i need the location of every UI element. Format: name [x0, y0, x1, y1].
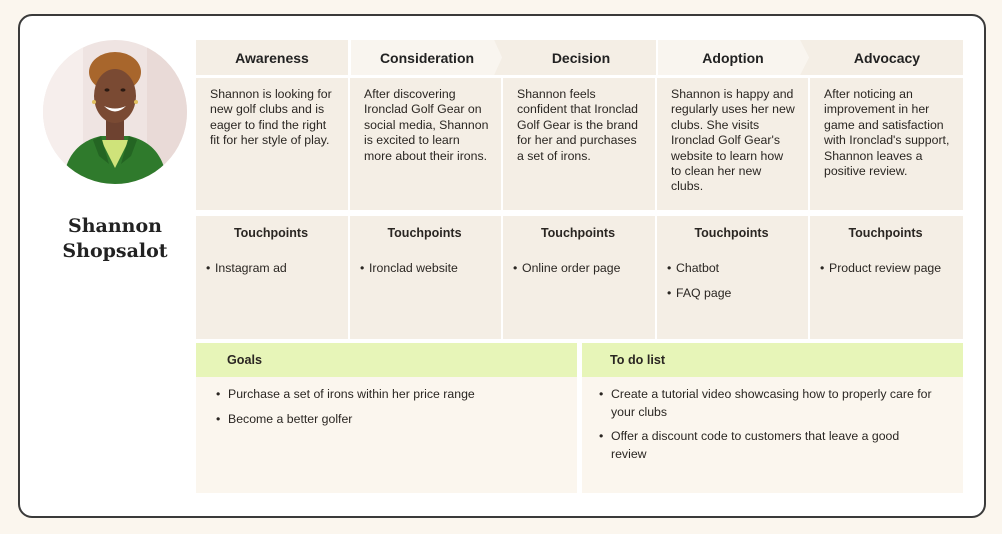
todo-title: To do list [582, 343, 963, 377]
touchpoints-label: Touchpoints [233, 226, 309, 240]
todo-list [582, 377, 963, 493]
touchpoints-adoption [657, 216, 808, 339]
stage-description-advocacy: After noticing an improvement in her game and satisfaction with Ironclad's support, Shannon leaves a positive review. [810, 78, 963, 210]
touchpoint-item: • Ironclad website [360, 261, 458, 275]
touchpoints-decision [503, 216, 655, 339]
touchpoints-label: Touchpoints [694, 226, 769, 240]
touchpoints-label: Touchpoints [848, 226, 923, 240]
persona-first-name: Shannon [68, 215, 162, 237]
persona-avatar [43, 40, 187, 184]
stage-title-awareness: Awareness [235, 49, 309, 66]
section-divider [196, 213, 963, 215]
stage-description-consideration: After discovering Ironclad Golf Gear on social media, Shannon is excited to learn more about their irons. [350, 78, 501, 210]
touchpoint-item: • Instagram ad [206, 261, 287, 275]
todo-item: • Offer a discount code to customers that leave a good review [599, 429, 900, 461]
todo-item: • Create a tutorial video showcasing how to properly care for your clubs [599, 387, 932, 419]
stage-description-decision: Shannon feels confident that Ironclad Golf Gear is the brand for her and purchases a set of irons. [503, 78, 655, 210]
touchpoints-label: Touchpoints [387, 226, 462, 240]
persona-last-name: Shopsalot [62, 240, 168, 262]
goal-item: • Purchase a set of irons within her price range [216, 387, 475, 401]
touchpoint-item: • FAQ page [667, 286, 732, 300]
goals-title: Goals [196, 343, 577, 377]
stage-title-adoption: Adoption [702, 49, 764, 66]
touchpoints-awareness [196, 216, 348, 339]
goal-item: • Become a better golfer [216, 411, 353, 426]
touchpoints-advocacy [810, 216, 963, 339]
stage-description-awareness: Shannon is looking for new golf clubs and is eager to find the right fit for her style of play. [196, 78, 348, 210]
touchpoint-item: • Product review page [820, 261, 942, 275]
persona-name [50, 214, 180, 264]
touchpoint-item: • Chatbot [667, 261, 720, 275]
stage-description-adoption: Shannon is happy and regularly uses her new clubs. She visits Ironclad Golf Gear's website to learn how to clean her new clubs. [657, 78, 808, 210]
stage-title-decision: Decision [551, 49, 611, 66]
touchpoint-item: • Online order page [513, 261, 621, 275]
stage-title-consideration: Consideration [379, 49, 475, 66]
touchpoints-label: Touchpoints [540, 226, 616, 240]
goals-list [196, 377, 577, 493]
stage-title-advocacy: Advocacy [853, 49, 921, 66]
touchpoints-consideration [350, 216, 501, 339]
